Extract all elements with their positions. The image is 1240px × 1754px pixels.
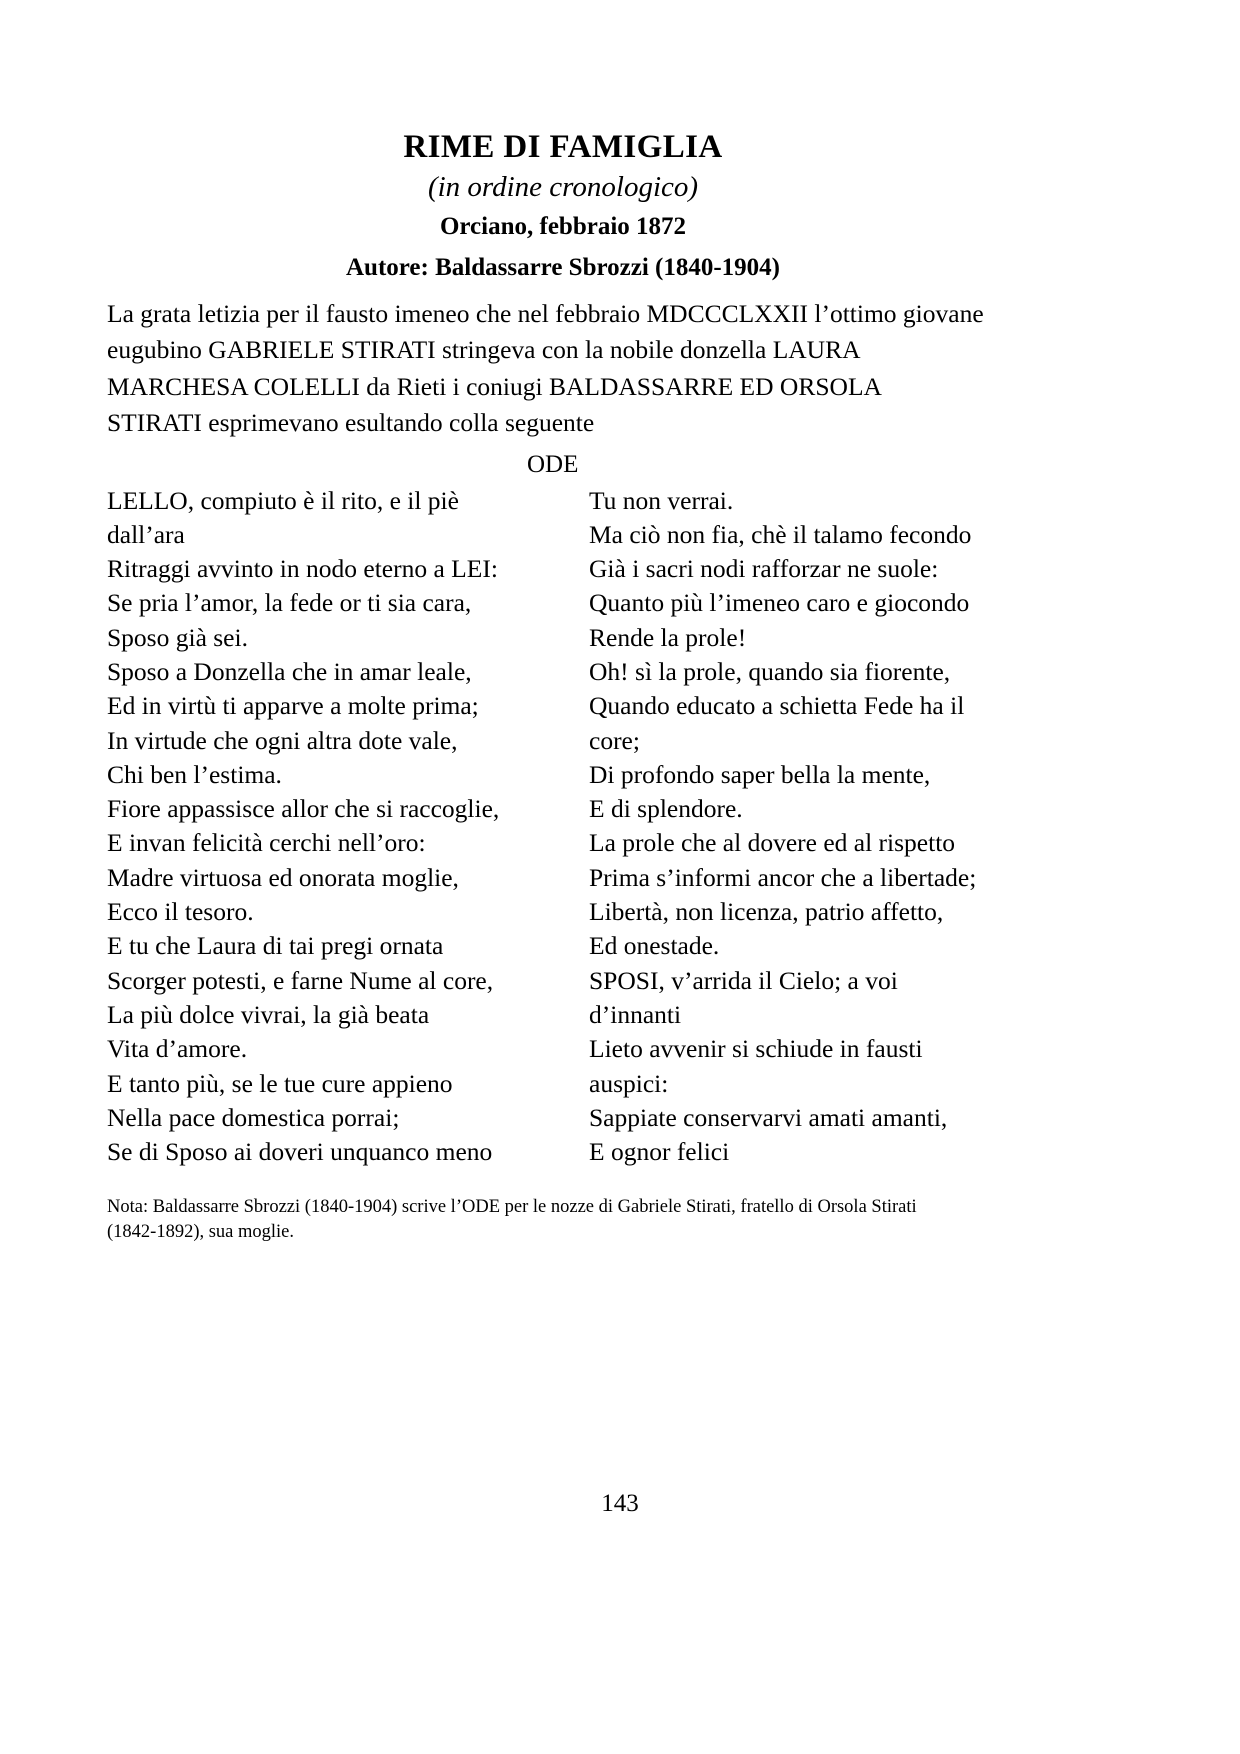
verse-line: Oh! sì la prole, quando sia fiorente, [589,656,951,686]
footnote-line: (1842-1892), sua moglie. [107,1222,295,1243]
verse-line: SPOSI, v’arrida il Cielo; a voi [589,965,898,995]
verse-line: La prole che al dovere ed al rispetto [589,828,956,858]
verse-line: Nella pace domestica porrai; [107,1102,400,1132]
verse-line: Ed in virtù ti apparve a molte prima; [107,691,479,721]
verse-line: Già i sacri nodi rafforzar ne suole: [589,554,939,584]
verse-line: auspici: [589,1068,669,1098]
verse-line: Scorger potesti, e farne Nume al core, [107,965,494,995]
place-and-date: Orciano, febbraio 1872 [439,213,687,241]
verse-line: Se di Sposo ai doveri unquanco meno [107,1137,493,1167]
verse-line: Fiore appassisce allor che si raccoglie, [107,794,500,824]
page-content [107,128,1019,1245]
verse-line: Ma ciò non fia, chè il talamo fecondo [589,519,972,549]
verse-line: La più dolce vivrai, la già beata [107,999,430,1029]
verse-line: d’innanti [589,999,682,1029]
verse-line: Se pria l’amor, la fede or ti sia cara, [107,588,472,618]
verse-line: Chi ben l’estima. [107,759,282,789]
verse-line: Libertà, non licenza, patrio affetto, [589,897,944,927]
footnote-line: Nota: Baldassarre Sbrozzi (1840-1904) scrive l’ODE per le nozze di Gabriele Stirati, fratello di Orsola Stirati [107,1197,917,1218]
verse-line: E tanto più, se le tue cure appieno [107,1068,453,1098]
verse-line: E ognor felici [589,1137,730,1167]
intro-line: eugubino GABRIELE STIRATI stringeva con la nobile donzella LAURA [107,335,861,365]
verse-line: E tu che Laura di tai pregi ornata [107,931,444,961]
intro-line: MARCHESA COLELLI da Rieti i coniugi BALDASSARRE ED ORSOLA [107,371,882,401]
verse-line: Tu non verrai. [589,485,734,515]
page-subtitle: (in ordine cronologico) [427,170,699,203]
page-title: RIME DI FAMIGLIA [403,129,723,165]
poem-columns [107,484,1019,1170]
poem-right-column [589,484,1009,1170]
intro-paragraph [107,296,1019,441]
verse-line: Lieto avvenir si schiude in fausti [589,1034,923,1064]
verse-line: core; [589,725,640,755]
verse-line: Ed onestade. [589,931,720,961]
verse-line: Sposo a Donzella che in amar leale, [107,656,472,686]
author-line: Autore: Baldassarre Sbrozzi (1840-1904) [346,253,780,281]
verse-line: Vita d’amore. [107,1034,248,1064]
verse-line: dall’ara [107,519,185,549]
verse-line: In virtude che ogni altra dote vale, [107,725,458,755]
verse-line: Quando educato a schietta Fede ha il [589,691,965,721]
intro-line: La grata letizia per il fausto imeneo che nel febbraio MDCCCLXXII l’ottimo giovane [107,299,984,329]
verse-line: LELLO, compiuto è il rito, e il piè [107,485,459,515]
verse-line: Sappiate conservarvi amati amanti, [589,1102,948,1132]
intro-line: STIRATI esprimevano esultando colla seguente [107,407,595,437]
verse-line: Sposo già sei. [107,622,248,652]
verse-line: Quanto più l’imeneo caro e giocondo [589,588,970,618]
verse-line: Prima s’informi ancor che a libertade; [589,862,977,892]
verse-line: Ritraggi avvinto in nodo eterno a LEI: [107,554,498,584]
verse-line: Madre virtuosa ed onorata moglie, [107,862,459,892]
footnote [107,1195,1027,1245]
verse-line: Di profondo saper bella la mente, [589,759,931,789]
ode-heading: ODE [527,451,579,478]
verse-line: E invan felicità cerchi nell’oro: [107,828,426,858]
verse-line: E di splendore. [589,794,743,824]
verse-line: Rende la prole! [589,622,747,652]
verse-line: Ecco il tesoro. [107,897,254,927]
poem-left-column [107,484,589,1170]
page-number: 143 [601,1490,639,1517]
